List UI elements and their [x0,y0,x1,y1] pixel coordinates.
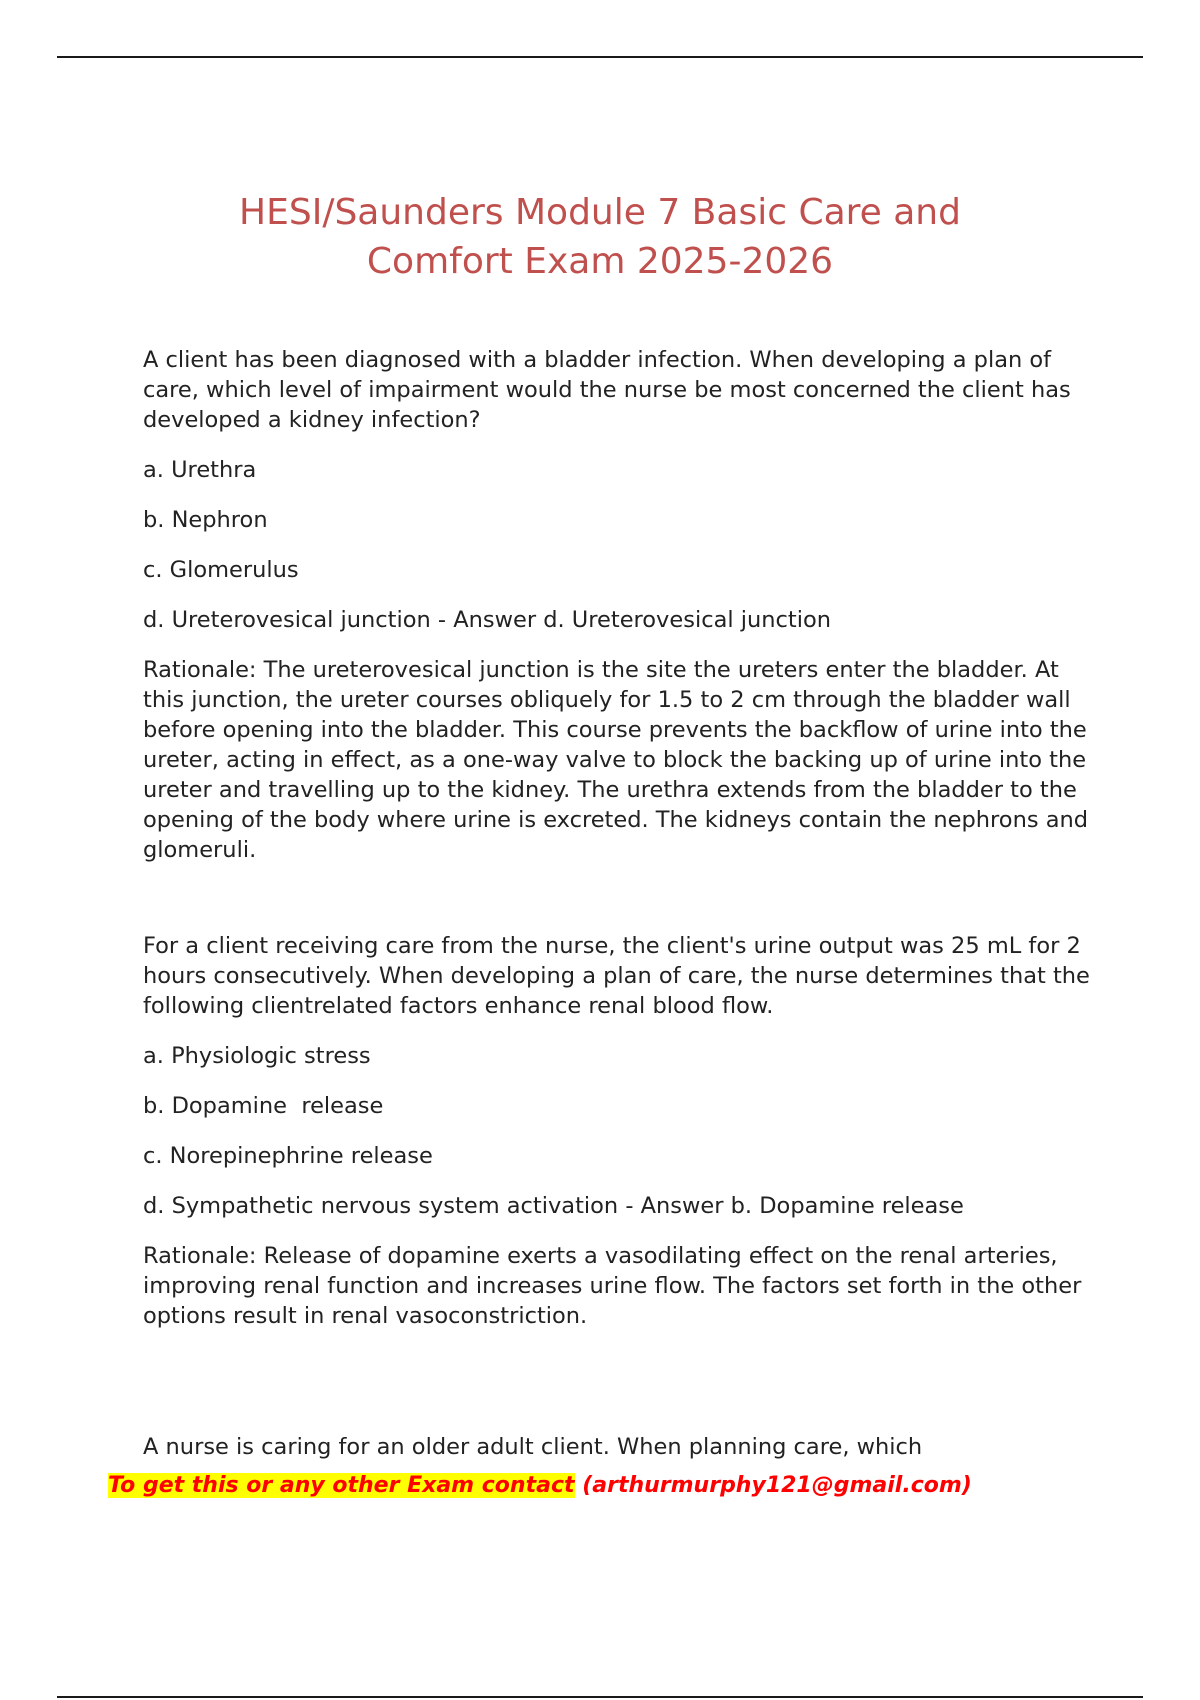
answer-option: a. Physiologic stress [143,1043,371,1069]
question-2 [143,931,1103,1351]
question-stem: For a client receiving care from the nurse, the client's urine output was 25 mL for 2 hours consecutively. When developing a plan of care, the nurse determines that the following clientrelated factors enhance renal blood flow. [143,933,1090,1019]
page-title [150,188,1050,286]
question-1 [143,345,1103,885]
contact-banner [108,1471,972,1501]
header-rule [57,56,1143,58]
answer-option: b. Dopamine release [143,1093,384,1119]
question-3 [143,1432,1103,1462]
title-line-1: HESI/Saunders Module 7 Basic Care and [239,192,961,233]
answer-option: b. Nephron [143,507,268,533]
question-stem: A client has been diagnosed with a bladder infection. When developing a plan of care, which level of impairment would the nurse be most concerned the client has developed a kidney infection? [143,347,1071,433]
answer-option: a. Urethra [143,457,257,483]
question-stem: A nurse is caring for an older adult client. When planning care, which [143,1434,923,1460]
footer-rule [57,1696,1143,1698]
rationale: Rationale: The ureterovesical junction is the site the ureters enter the bladder. At this junction, the ureter courses obliquely for 1.5 to 2 cm through the bladder wall before opening into the bladder. This course prevents the backflow of urine into the ureter, acting in effect, as a one-way valve to block the backing up of urine into the ureter and travelling up to the kidney. The urethra extends from the bladder to the opening of the body where urine is excreted. The kidneys contain the nephrons and glomeruli. [143,657,1089,863]
answer-option: c. Glomerulus [143,557,299,583]
title-line-2: Comfort Exam 2025-2026 [366,241,834,282]
answer-option: c. Norepinephrine release [143,1143,433,1169]
rationale: Rationale: Release of dopamine exerts a vasodilating effect on the renal arteries, improving renal function and increases urine flow. The factors set forth in the other options result in renal vasoconstriction. [143,1243,1082,1329]
answer-option: d. Sympathetic nervous system activation - Answer b. Dopamine release [143,1193,964,1219]
contact-email[interactable]: (arthurmurphy121@gmail.com) [582,1473,972,1498]
answer-option: d. Ureterovesical junction - Answer d. Ureterovesical junction [143,607,831,633]
contact-cta: To get this or any other Exam contact [108,1473,575,1498]
